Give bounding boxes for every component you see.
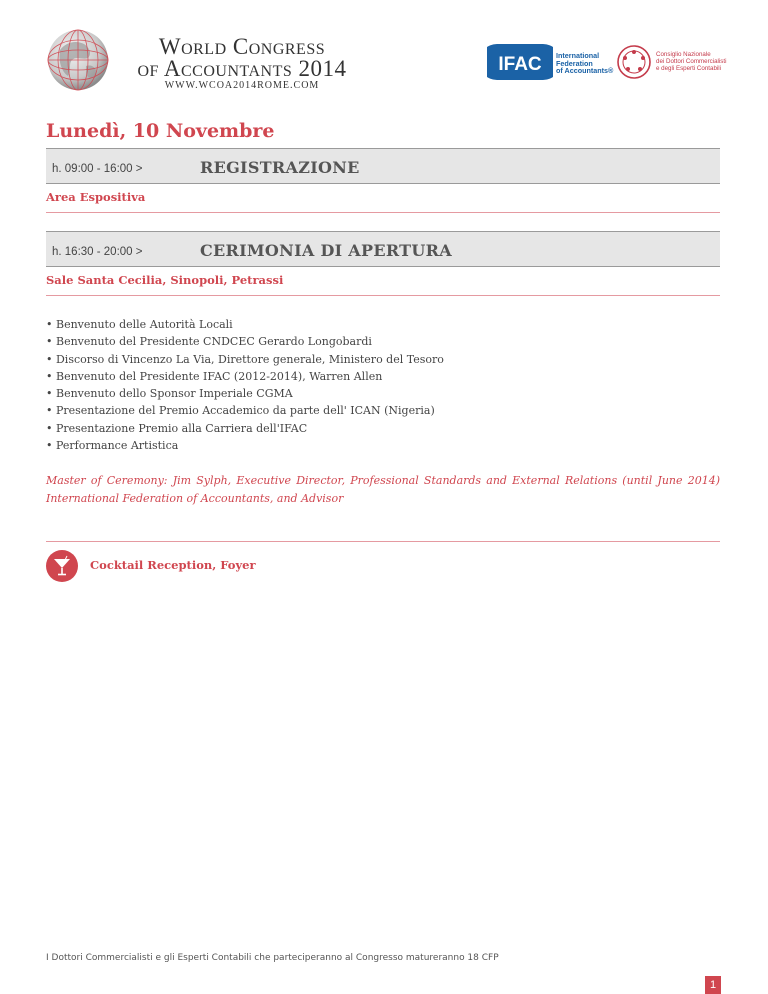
ifac-name-line1: International xyxy=(556,51,600,60)
congress-title-line1: World Congress xyxy=(158,34,326,59)
list-item: • Performance Artistica xyxy=(46,439,179,453)
ifac-logo-icon xyxy=(487,42,553,82)
session-time: h. 09:00 - 16:00 > xyxy=(52,163,143,175)
list-item: • Benvenuto del Presidente IFAC (2012-2014), Warren Allen xyxy=(46,369,383,383)
ifac-logo-text: IFAC xyxy=(498,54,542,75)
globe-logo-icon xyxy=(46,28,110,92)
cndc-logo-icon xyxy=(616,44,652,80)
page-number: 1 xyxy=(705,976,721,994)
session-bar-registrazione xyxy=(46,148,720,184)
divider xyxy=(46,212,720,213)
list-item: • Presentazione del Premio Accademico da parte dell' ICAN (Nigeria) xyxy=(46,404,435,418)
session-bar-cerimonia xyxy=(46,231,720,267)
cocktail-glass-icon xyxy=(46,550,78,582)
program-list xyxy=(46,316,444,454)
cndc-name-line3: e degli Esperti Contabili xyxy=(656,65,722,72)
session-venue: Sale Santa Cecilia, Sinopoli, Petrassi xyxy=(46,273,284,287)
session-name: REGISTRAZIONE xyxy=(200,158,360,177)
master-of-ceremony: Master of Ceremony: Jim Sylph, Executive Director, Professional Standards and External Relations (until June 2014) International Federation of Accountants, and Advisor xyxy=(46,474,720,505)
divider xyxy=(46,295,720,296)
ifac-name-line2: Federation xyxy=(556,58,593,68)
list-item: • Discorso di Vincenzo La Via, Direttore generale, Ministero del Tesoro xyxy=(46,352,444,366)
list-item: • Benvenuto delle Autorità Locali xyxy=(46,318,233,331)
divider xyxy=(46,541,720,542)
footer-note: I Dottori Commercialisti e gli Esperti Contabili che parteciperanno al Congresso matureranno 18 CFP xyxy=(46,953,499,963)
day-title: Lunedì, 10 Novembre xyxy=(46,120,275,142)
session-time: h. 16:30 - 20:00 > xyxy=(52,246,143,258)
cocktail-label: Cocktail Reception, Foyer xyxy=(90,558,256,572)
list-item: • Presentazione Premio alla Carriera dell'IFAC xyxy=(46,421,308,435)
ifac-name-line3: of Accountants® xyxy=(556,66,614,75)
cndc-name-line2: dei Dottori Commercialisti xyxy=(656,58,727,65)
congress-title xyxy=(112,36,372,92)
list-item: • Benvenuto dello Sponsor Imperiale CGMA xyxy=(46,387,293,401)
ifac-name xyxy=(556,52,613,75)
list-item: • Benvenuto del Presidente CNDCEC Gerardo Longobardi xyxy=(46,335,372,349)
session-venue: Area Espositiva xyxy=(46,190,146,204)
page-header xyxy=(0,0,768,100)
congress-url: WWW.WCOA2014ROME.COM xyxy=(164,80,320,91)
congress-title-line2: of Accountants 2014 xyxy=(137,56,347,81)
cndc-name-line1: Consiglio Nazionale xyxy=(656,51,711,58)
cndc-name xyxy=(656,51,727,72)
session-name: CERIMONIA DI APERTURA xyxy=(200,241,452,260)
